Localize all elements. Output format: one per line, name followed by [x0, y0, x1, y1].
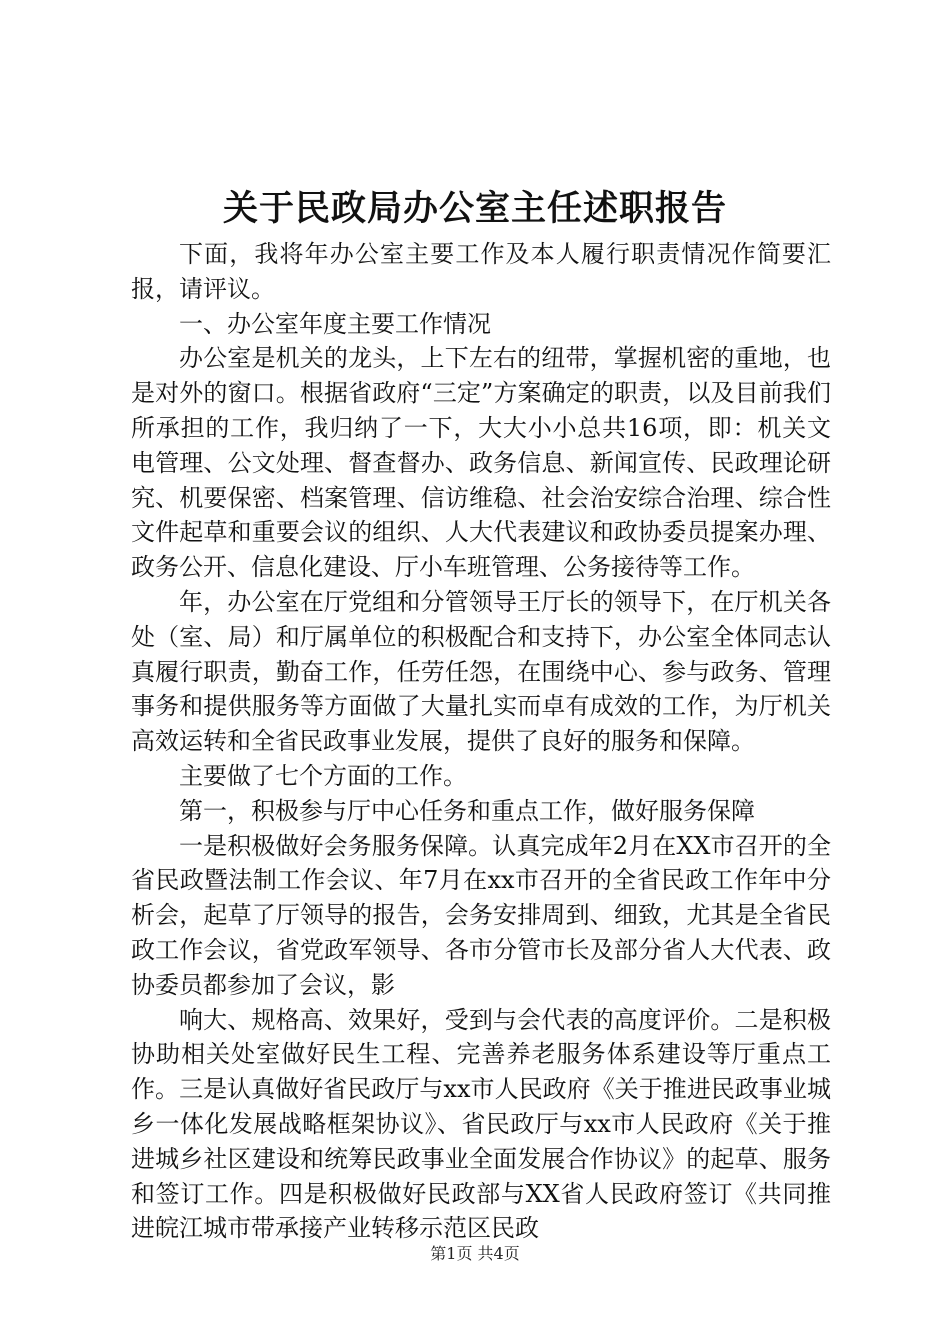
body-paragraph: 办公室是机关的龙头，上下左右的纽带，掌握机密的重地，也是对外的窗口。根据省政府“三定”方案确定的职责，以及目前我们所承担的工作，我归纳了一下，大大小小总共16项，即：机关文电管理、公文处理、督查督办、政务信息、新闻宣传、民政理论研究、机要保密、档案管理、信访维稳、社会治安综合治理、综合性文件起草和重要会议的组织、人大代表建议和政协委员提案办理、政务公开、信息化建设、厅小车班管理、公务接待等工作。	[131, 344, 831, 582]
body-paragraph: 响大、规格高、效果好，受到与会代表的高度评价。二是积极协助相关处室做好民生工程、完善养老服务体系建设等厅重点工作。三是认真做好省民政厅与xx市人民政府《关于推进民政事业城乡一体化发展战略框架协议》、省民政厅与xx市人民政府《关于推进城乡社区建设和统筹民政事业全面发展合作协议》的起草、服务和签订工作。四是积极做好民政部与XX省人民政府签订《共同推进皖江城市带承接产业转移示范区民政	[131, 1005, 831, 1243]
body-paragraph: 年，办公室在厅党组和分管领导王厅长的领导下，在厅机关各处（室、局）和厅属单位的积极配合和支持下，办公室全体同志认真履行职责，勤奋工作，任劳任怨，在围绕中心、参与政务、管理事务和提供服务等方面做了大量扎实而卓有成效的工作，为厅机关高效运转和全省民政事业发展，提供了良好的服务和保障。	[131, 587, 831, 756]
page-number-footer: 第1页 共4页	[430, 1244, 520, 1263]
body-paragraph: 下面，我将年办公室主要工作及本人履行职责情况作简要汇报，请评议。	[131, 240, 831, 303]
document-body	[131, 237, 831, 1246]
body-paragraph: 主要做了七个方面的工作。	[179, 761, 467, 790]
body-paragraph: 一是积极做好会务服务保障。认真完成年2月在XX市召开的全省民政暨法制工作会议、年7月在xx市召开的全省民政工作年中分析会，起草了厅领导的报告，会务安排周到、细致，尤其是全省民政工作会议，省党政军领导、各市分管市长及部分省人大代表、政协委员都参加了会议，影	[131, 831, 831, 999]
subsection-heading: 第一，积极参与厅中心任务和重点工作，做好服务保障	[179, 796, 755, 825]
document-title: 关于民政局办公室主任述职报告	[222, 188, 727, 229]
section-heading: 一、办公室年度主要工作情况	[179, 309, 491, 338]
